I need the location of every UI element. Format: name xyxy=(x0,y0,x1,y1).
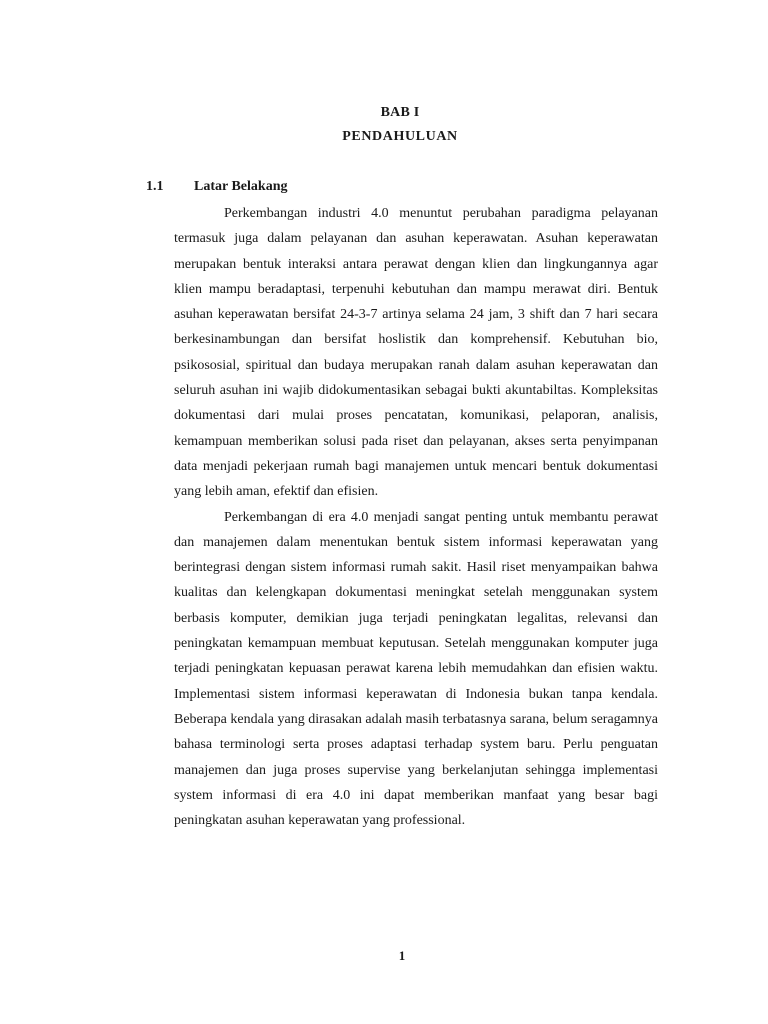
chapter-number: BAB I xyxy=(380,105,420,120)
chapter-title: PENDAHULUAN xyxy=(342,129,458,144)
page-number: 1 xyxy=(398,948,406,963)
section-title: Latar Belakang xyxy=(194,179,288,194)
body-text xyxy=(174,201,658,833)
paragraph-1: Perkembangan industri 4.0 menuntut perubahan paradigma pelayanan termasuk juga dalam pelayanan dan asuhan keperawatan. Asuhan keperawatan merupakan bentuk interaksi antara perawat dengan klien dan lingkungannya agar klien mampu beradaptasi, terpenuhi kebutuhan dan mampu merawat diri. Bentuk asuhan keperawatan bersifat 24-3-7 artinya selama 24 jam, 3 shift dan 7 hari secara berkesinambungan dan bersifat hoslistik dan komprehensif. Kebutuhan bio, psikososial, spiritual dan budaya merupakan ranah dalam asuhan keperawatan dan seluruh asuhan ini wajib didokumentasikan sebagai bukti akuntabiltas. Kompleksitas dokumentasi dari mulai proses pencatatan, komunikasi, pelaporan, analisis, kemampuan memberikan solusi pada riset dan pelayanan, akses serta penyimpanan data menjadi pekerjaan rumah bagi manajemen untuk mencari bentuk dokumentasi yang lebih aman, efektif dan efisien. xyxy=(174,206,658,500)
paragraph-2: Perkembangan di era 4.0 menjadi sangat penting untuk membantu perawat dan manajemen dalam menentukan bentuk sistem informasi keperawatan yang berintegrasi dengan sistem informasi rumah sakit. Hasil riset menyampaikan bahwa kualitas dan kelengkapan dokumentasi meningkat setelah menggunakan system berbasis komputer, demikian juga terjadi peningkatan legalitas, relevansi dan peningkatan kemampuan membuat keputusan. Setelah menggunakan komputer juga terjadi peningkatan kepuasan perawat karena lebih memudahkan dan efisien waktu. Implementasi sistem informasi keperawatan di Indonesia bukan tanpa kendala. Beberapa kendala yang dirasakan adalah masih terbatasnya sarana, belum seragamnya bahasa terminologi serta proses adaptasi terhadap system baru. Perlu penguatan manajemen dan juga proses supervise yang berkelanjutan sehingga implementasi system informasi di era 4.0 ini dapat memberikan manfaat yang besar bagi peningkatan asuhan keperawatan yang professional. xyxy=(174,509,658,829)
section-number: 1.1 xyxy=(146,179,164,194)
section-heading xyxy=(146,179,287,195)
